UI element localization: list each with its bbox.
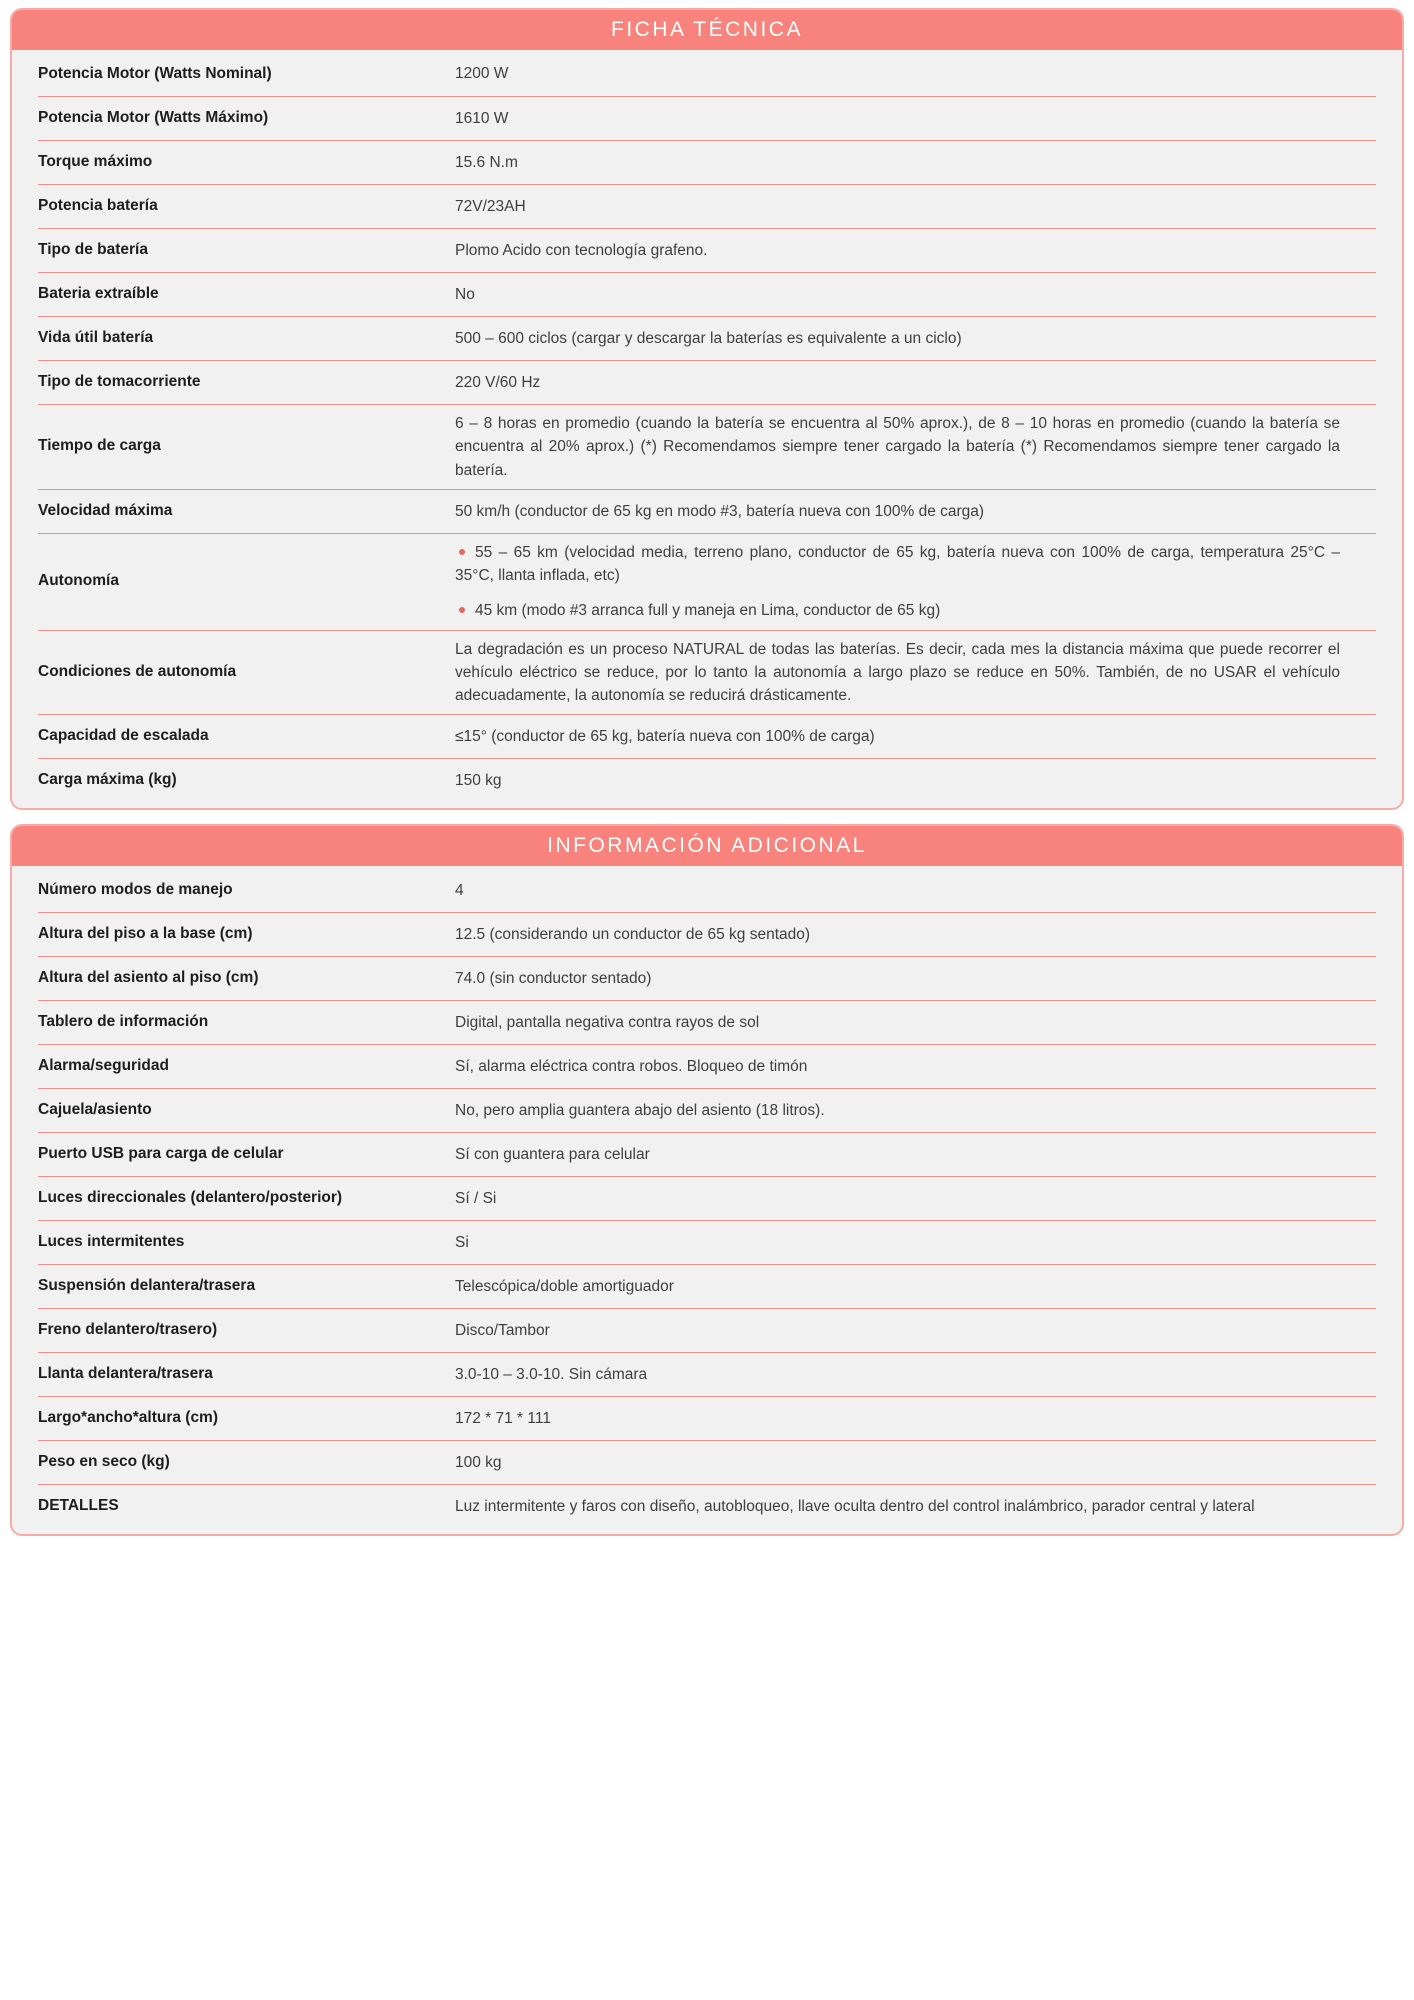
spec-row: [38, 404, 1376, 489]
spec-label: Vida útil batería: [38, 329, 154, 347]
spec-value: 150 kg: [455, 772, 502, 790]
spec-label: Número modos de manejo: [38, 880, 233, 898]
spec-value: 3.0-10 – 3.0-10. Sin cámara: [455, 1366, 648, 1384]
bullet-text: 55 – 65 km (velocidad media, terreno plano, conductor de 65 kg, batería nueva con 100% de carga, temperatura 25°C – 35°C, llanta inflada, etc): [455, 543, 1340, 584]
spec-value: Telescópica/doble amortiguador: [455, 1278, 674, 1296]
spec-value: 500 – 600 ciclos (cargar y descargar la baterías es equivalente a un ciclo): [455, 329, 962, 347]
spec-label: Tablero de información: [38, 1013, 209, 1031]
spec-label: Bateria extraíble: [38, 285, 159, 303]
spec-value: Sí con guantera para celular: [455, 1146, 650, 1164]
spec-label: Cajuela/asiento: [38, 1101, 152, 1119]
spec-row: [38, 1484, 1376, 1528]
spec-label: Potencia batería: [38, 197, 158, 215]
spec-label: Potencia Motor (Watts Máximo): [38, 109, 269, 127]
spec-value: 72V/23AH: [455, 197, 526, 215]
spec-label: Torque máximo: [38, 153, 153, 171]
spec-label: Llanta delantera/trasera: [38, 1365, 213, 1383]
spec-label: Altura del piso a la base (cm): [38, 925, 253, 943]
spec-value: La degradación es un proceso NATURAL de todas las baterías. Es decir, cada mes la distancia máxima que puede recorrer el vehículo eléctrico se reduce, por lo tanto la autonomía a largo plazo se reduce en 50%. También, de no USAR el vehículo adecuadamente, la autonomía se reducirá drásticamente.: [455, 640, 1340, 704]
spec-value: Si: [455, 1234, 469, 1252]
spec-row: [38, 1000, 1376, 1044]
spec-value: 100 kg: [455, 1454, 502, 1472]
spec-value: 74.0 (sin conductor sentado): [455, 970, 652, 988]
spec-value: 172 * 71 * 111: [455, 1410, 551, 1428]
spec-row: [38, 868, 1376, 912]
spec-row: [38, 1088, 1376, 1132]
bullet-dot-icon: [459, 607, 465, 613]
spec-value: ≤15° (conductor de 65 kg, batería nueva con 100% de carga): [455, 728, 875, 746]
spec-value: Plomo Acido con tecnología grafeno.: [455, 241, 708, 259]
bullet-item: [455, 599, 1340, 622]
spec-row: [38, 1220, 1376, 1264]
spec-row: [38, 956, 1376, 1000]
spec-row: [38, 489, 1376, 533]
spec-value: Luz intermitente y faros con diseño, autobloqueo, llave oculta dentro del control inalámbrico, parador central y lateral: [455, 1498, 1255, 1516]
spec-row: [38, 228, 1376, 272]
spec-label: Luces intermitentes: [38, 1233, 185, 1251]
spec-label: Alarma/seguridad: [38, 1057, 169, 1075]
section-body: [12, 50, 1402, 808]
spec-row: [38, 1440, 1376, 1484]
spec-label: Potencia Motor (Watts Nominal): [38, 64, 272, 82]
spec-label: Autonomía: [38, 572, 119, 590]
spec-label: Luces direccionales (delantero/posterior): [38, 1189, 343, 1207]
spec-value: [455, 541, 1376, 623]
spec-label: Carga máxima (kg): [38, 771, 177, 789]
spec-label: Puerto USB para carga de celular: [38, 1145, 284, 1163]
bullet-item: [455, 541, 1340, 588]
spec-label: Tiempo de carga: [38, 437, 161, 455]
spec-label: Capacidad de escalada: [38, 727, 209, 745]
spec-value: 12.5 (considerando un conductor de 65 kg sentado): [455, 926, 811, 944]
spec-value: No, pero amplia guantera abajo del asiento (18 litros).: [455, 1102, 825, 1120]
spec-row: [38, 714, 1376, 758]
spec-label: Velocidad máxima: [38, 501, 173, 519]
section-title: FICHA TÉCNICA: [12, 10, 1402, 50]
spec-row: [38, 1176, 1376, 1220]
section-card: [10, 8, 1404, 810]
spec-label: Largo*ancho*altura (cm): [38, 1409, 219, 1427]
spec-row: [38, 140, 1376, 184]
spec-label: Condiciones de autonomía: [38, 662, 237, 680]
spec-value: 6 – 8 horas en promedio (cuando la batería se encuentra al 50% aprox.), de 8 – 10 horas en promedio (cuando la batería se encuentra al 20% aprox.) (*) Recomendamos siempre tener cargado la batería (*) Recomendamos siempre tener cargado la batería.: [455, 415, 1340, 479]
spec-row: [38, 272, 1376, 316]
bullet-dot-icon: [459, 549, 465, 555]
spec-label: Tipo de tomacorriente: [38, 373, 201, 391]
spec-label: Freno delantero/trasero): [38, 1321, 218, 1339]
spec-row: [38, 1308, 1376, 1352]
spec-row: [38, 96, 1376, 140]
spec-row: [38, 1352, 1376, 1396]
spec-value: 1610 W: [455, 109, 509, 127]
spec-label: Peso en seco (kg): [38, 1453, 170, 1471]
spec-value: Sí, alarma eléctrica contra robos. Bloqueo de timón: [455, 1058, 808, 1076]
spec-label: DETALLES: [38, 1497, 119, 1515]
spec-row: [38, 533, 1376, 630]
spec-row: [38, 630, 1376, 715]
spec-row: [38, 1396, 1376, 1440]
spec-value: 15.6 N.m: [455, 153, 518, 171]
section-body: [12, 866, 1402, 1534]
bullet-text: 45 km (modo #3 arranca full y maneja en Lima, conductor de 65 kg): [475, 602, 941, 620]
spec-row: [38, 1132, 1376, 1176]
spec-row: [38, 52, 1376, 96]
spec-row: [38, 316, 1376, 360]
spec-label: Altura del asiento al piso (cm): [38, 969, 259, 987]
spec-value: Digital, pantalla negativa contra rayos de sol: [455, 1014, 760, 1032]
spec-sheet: [10, 8, 1404, 1536]
spec-row: [38, 184, 1376, 228]
spec-value: No: [455, 285, 475, 303]
spec-value: 220 V/60 Hz: [455, 373, 541, 391]
spec-value: 1200 W: [455, 65, 509, 83]
section-card: [10, 824, 1404, 1536]
spec-value: Sí / Si: [455, 1190, 497, 1208]
spec-value: 4: [455, 881, 464, 899]
spec-row: [38, 1264, 1376, 1308]
section-title: INFORMACIÓN ADICIONAL: [12, 826, 1402, 866]
spec-value: 50 km/h (conductor de 65 kg en modo #3, batería nueva con 100% de carga): [455, 502, 985, 520]
spec-row: [38, 758, 1376, 802]
spec-row: [38, 912, 1376, 956]
spec-row: [38, 360, 1376, 404]
spec-label: Suspensión delantera/trasera: [38, 1277, 256, 1295]
spec-value: Disco/Tambor: [455, 1322, 550, 1340]
spec-label: Tipo de batería: [38, 241, 148, 259]
spec-row: [38, 1044, 1376, 1088]
